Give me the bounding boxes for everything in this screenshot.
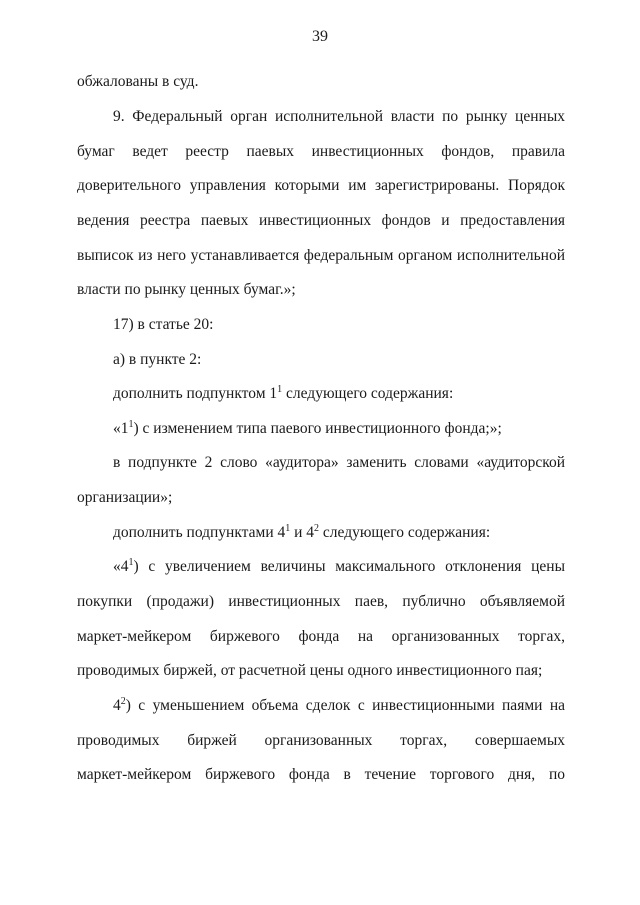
- text-fragment: следующего содержания:: [282, 385, 454, 402]
- text-fragment: и 4: [290, 524, 315, 541]
- text-line: обжалованы в суд.: [77, 73, 199, 90]
- text-line: проводимых биржей, от расчетной цены одного инвестиционного пая;: [77, 662, 543, 679]
- text-line: власти по рынку ценных бумаг.»;: [77, 281, 296, 298]
- text-line: 17) в статье 20:: [113, 316, 214, 333]
- text-line: проводимых биржей организованных торгах, совершаемых: [77, 732, 565, 749]
- text-line: бумаг ведет реестр паевых инвестиционных фондов, правила: [77, 143, 565, 160]
- text-fragment: дополнить подпунктом 1: [113, 385, 278, 402]
- text-fragment: ) с изменением типа паевого инвестиционного фонда;»;: [133, 420, 502, 437]
- text-fragment: дополнить подпунктами 4: [113, 524, 286, 541]
- text-fragment: следующего содержания:: [319, 524, 491, 541]
- text-line: а) в пункте 2:: [113, 351, 202, 368]
- text-line: выписок из него устанавливается федеральным органом исполнительной: [77, 247, 565, 264]
- text-fragment: ) с увеличением величины максимального отклонения цены: [133, 558, 565, 575]
- text-line: [113, 384, 565, 404]
- text-fragment: «4: [113, 558, 129, 575]
- text-line: ведения реестра паевых инвестиционных фондов и предоставления: [77, 212, 565, 229]
- superscript: 2: [120, 696, 126, 707]
- text-fragment: ) с уменьшением объема сделок с инвестиционными паями на: [125, 697, 565, 714]
- text-line: маркет-мейкером биржевого фонда на организованных торгах,: [77, 628, 565, 645]
- text-line: [113, 696, 565, 716]
- superscript: 1: [277, 384, 283, 395]
- text-line: доверительного управления которыми им зарегистрированы. Порядок: [77, 177, 565, 194]
- text-fragment: «1: [113, 420, 129, 437]
- text-line: 9. Федеральный орган исполнительной власти по рынку ценных: [113, 108, 565, 125]
- superscript: 1: [128, 557, 134, 568]
- text-line: [113, 419, 565, 439]
- text-line: организации»;: [77, 489, 173, 506]
- text-line: маркет-мейкером биржевого фонда в течение торгового дня, по: [77, 766, 565, 783]
- page-number: 39: [312, 28, 328, 45]
- superscript: 1: [285, 523, 291, 534]
- superscript: 1: [128, 419, 134, 430]
- text-line: покупки (продажи) инвестиционных паев, публично объявляемой: [77, 593, 565, 610]
- text-fragment: 4: [113, 697, 121, 714]
- text-line: [113, 523, 565, 543]
- superscript: 2: [314, 523, 320, 534]
- text-line: в подпункте 2 слово «аудитора» заменить словами «аудиторской: [113, 454, 565, 471]
- text-line: [113, 557, 565, 577]
